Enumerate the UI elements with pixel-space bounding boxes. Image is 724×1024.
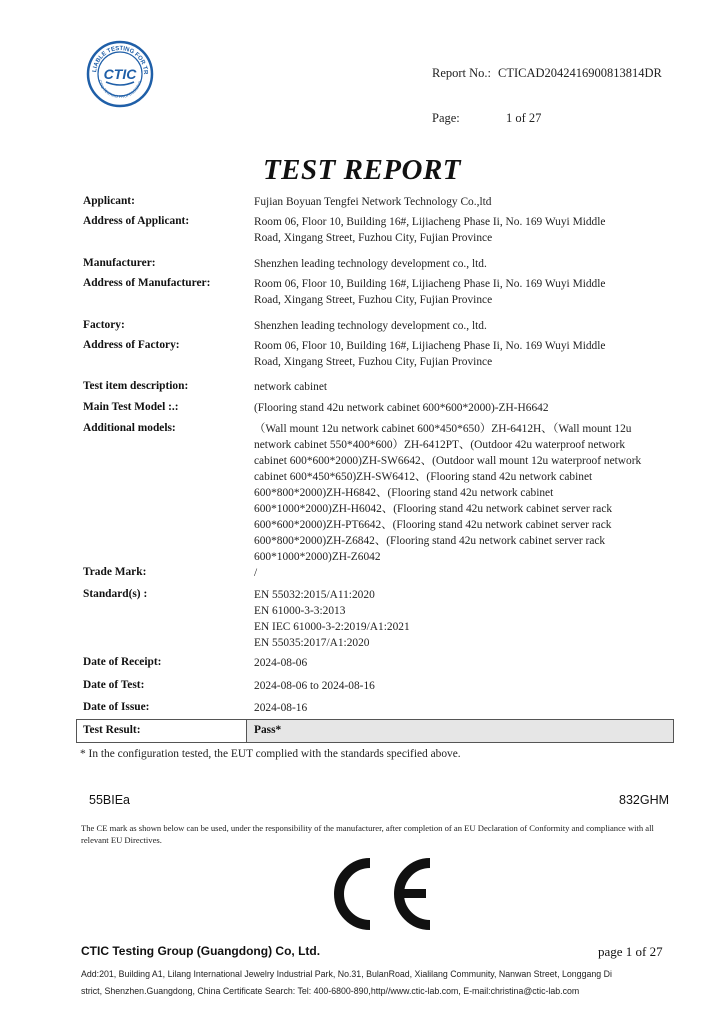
logo-ring-text: LIABLE TESTING FOR TR [92,45,149,75]
code-left: 55BIEa [89,793,131,807]
logo-center-text: CTIC [103,66,137,82]
code-right: 832GHM [619,793,670,807]
model-line: 600*800*2000)ZH-Z6842、(Flooring stand 42u network cabinet server rack [254,535,606,547]
footer-address-line: Add:201, Building A1, Lilang International Jewelry Industrial Park, No.31, BulanRoad, Xialilang Community, Nanwan Street, Longgang Di [81,969,612,979]
footer-company: CTIC Testing Group (Guangdong) Co, Ltd. [81,944,321,958]
standard-line: EN IEC 61000-3-2:2019/A1:2021 [254,621,410,633]
address-applicant-value [254,214,674,246]
date-test-value: 2024-08-06 to 2024-08-16 [254,680,375,692]
address-applicant-label: Address of Applicant: [83,215,190,227]
manufacturer-value: Shenzhen leading technology development co., ltd. [254,258,487,270]
ce-mark-icon [318,853,442,935]
model-line: network cabinet 550*400*600）ZH-6412PT、(Outdoor 42u waterproof network [254,439,626,451]
page-label: Page: [432,111,460,125]
test-result-box [76,719,674,743]
date-receipt-label: Date of Receipt: [83,656,162,668]
page-value: 1 of 27 [506,111,542,125]
test-item-label: Test item description: [83,380,189,392]
report-no: CTICAD2042416900813814DR [498,66,662,80]
trade-mark-label: Trade Mark: [83,566,147,578]
factory-value: Shenzhen leading technology development co., ltd. [254,320,487,332]
logo-bottom-text: CTIC TESTING PROFESSIONAL [97,79,143,100]
model-line: 600*800*2000)ZH-H6842、(Flooring stand 42u network cabinet [254,487,554,499]
address-line: Room 06, Floor 10, Building 16#, Lijiacheng Phase Ii, No. 169 Wuyi Middle [254,278,606,290]
report-no-label: Report No.: [432,66,492,80]
address-line: Road, Xingang Street, Fuzhou City, Fujian Province [254,356,493,368]
standard-line: EN 55032:2015/A11:2020 [254,589,375,601]
address-line: Room 06, Floor 10, Building 16#, Lijiacheng Phase Ii, No. 169 Wuyi Middle [254,340,606,352]
standards-label: Standard(s) : [83,588,148,600]
test-result-label: Test Result: [77,720,247,742]
applicant-value: Fujian Boyuan Tengfei Network Technology Co.,ltd [254,196,492,208]
main-model-value: (Flooring stand 42u network cabinet 600*600*2000)-ZH-H6642 [254,402,549,414]
date-issue-label: Date of Issue: [83,701,150,713]
footer-address-line: strict, Shenzhen.Guangdong, China Certificate Search: Tel: 400-6800-890,http//www.ctic-lab.com, E-mail:christina@ctic-lab.com [81,986,580,996]
address-manufacturer-value [254,276,674,308]
address-line: Road, Xingang Street, Fuzhou City, Fujian Province [254,232,493,244]
additional-models-label: Additional models: [83,422,176,434]
ce-note: The CE mark as shown below can be used, under the responsibility of the manufacturer, after completion of an EU Declaration of Conformity and compliance with all relevant EU Directives. [81,823,654,845]
test-item-value: network cabinet [254,381,328,393]
date-receipt-value: 2024-08-06 [254,657,308,669]
standards-value [254,587,674,651]
footer-page: page 1 of 27 [598,944,663,959]
footer-address [81,966,691,1000]
address-factory-value [254,338,674,370]
address-line: Road, Xingang Street, Fuzhou City, Fujian Province [254,294,493,306]
model-line: cabinet 600*450*650)ZH-SW6412、(Flooring stand 42u network cabinet [254,471,593,483]
address-factory-label: Address of Factory: [83,339,180,351]
page-title: TEST REPORT [262,154,462,186]
manufacturer-label: Manufacturer: [83,257,156,269]
ctic-logo-icon [86,40,154,108]
model-line: （Wall mount 12u network cabinet 600*450*650）ZH-6412H、（Wall mount 12u [254,423,632,435]
standard-line: EN 61000-3-3:2013 [254,605,346,617]
result-footnote: * In the configuration tested, the EUT complied with the standards specified above. [80,748,461,760]
address-line: Room 06, Floor 10, Building 16#, Lijiacheng Phase Ii, No. 169 Wuyi Middle [254,216,606,228]
date-issue-value: 2024-08-16 [254,702,308,714]
model-line: 600*600*2000)ZH-PT6642、(Flooring stand 42u network cabinet server rack [254,519,612,531]
date-test-label: Date of Test: [83,679,145,691]
model-line: 600*1000*2000)ZH-H6042、(Flooring stand 42u network cabinet server rack [254,503,613,515]
additional-models-value [254,421,674,565]
main-model-label: Main Test Model :.: [83,401,179,413]
factory-label: Factory: [83,319,125,331]
model-line: 600*1000*2000)ZH-Z6042 [254,551,381,563]
test-result-value: Pass* [247,720,673,742]
address-manufacturer-label: Address of Manufacturer: [83,277,211,289]
model-line: cabinet 600*600*2000)ZH-SW6642、(Outdoor wall mount 12u waterproof network [254,455,642,467]
standard-line: EN 55035:2017/A1:2020 [254,637,370,649]
trade-mark-value: / [254,567,258,579]
applicant-label: Applicant: [83,195,135,207]
